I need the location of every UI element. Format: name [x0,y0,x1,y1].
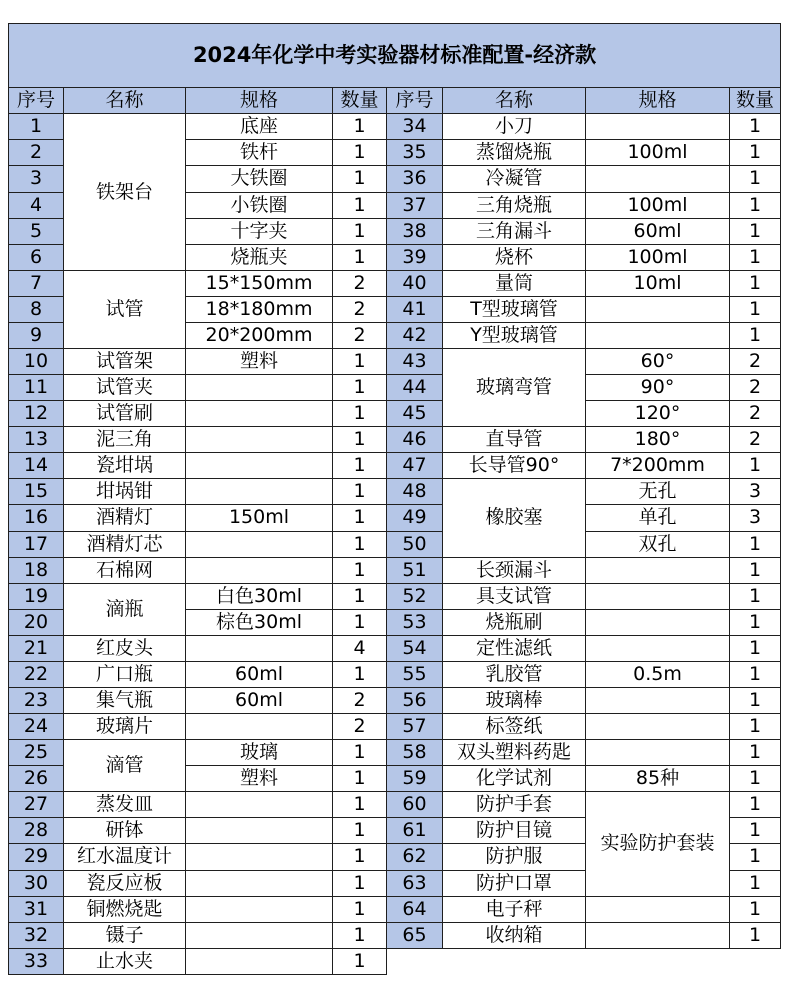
item-name: 试管夹 [64,375,186,401]
item-name: 试管刷 [64,401,186,427]
item-quantity: 1 [730,140,781,166]
item-spec [186,870,333,896]
item-quantity: 1 [333,218,387,244]
item-name: 三角漏斗 [443,218,586,244]
item-quantity: 1 [730,166,781,192]
item-name: 橡胶塞 [443,479,586,557]
item-quantity: 1 [730,635,781,661]
row-number: 4 [9,192,64,218]
item-spec: 100ml [586,244,730,270]
header-number: 序号 [9,88,64,114]
item-name: 蒸发皿 [64,792,186,818]
item-quantity: 1 [730,844,781,870]
item-quantity: 1 [333,661,387,687]
item-name: 长导管90° [443,453,586,479]
row-number: 29 [9,844,64,870]
header-number: 序号 [387,88,443,114]
row-number: 47 [387,453,443,479]
item-spec: 小铁圈 [186,192,333,218]
item-quantity: 1 [333,870,387,896]
item-spec: 10ml [586,270,730,296]
item-quantity: 2 [730,401,781,427]
item-spec: 15*150mm [186,270,333,296]
row-number: 5 [9,218,64,244]
item-quantity: 1 [333,609,387,635]
item-quantity: 1 [730,192,781,218]
item-spec: 60ml [586,218,730,244]
item-spec: 底座 [186,114,333,140]
table-row [9,948,781,974]
row-number: 57 [387,714,443,740]
row-number: 55 [387,661,443,687]
item-quantity: 1 [730,740,781,766]
row-number: 42 [387,322,443,348]
item-name: 瓷反应板 [64,870,186,896]
row-number: 62 [387,844,443,870]
item-name: 玻璃棒 [443,687,586,713]
row-number: 2 [9,140,64,166]
item-name: 防护服 [443,844,586,870]
item-spec: 双孔 [586,531,730,557]
item-quantity: 2 [730,375,781,401]
item-name: 冷凝管 [443,166,586,192]
item-spec [586,296,730,322]
row-number: 27 [9,792,64,818]
item-quantity: 1 [333,583,387,609]
item-quantity: 1 [333,531,387,557]
item-spec [186,557,333,583]
item-spec [586,166,730,192]
page-title: 2024年化学中考实验器材标准配置-经济款 [9,24,781,88]
item-name: 止水夹 [64,948,186,974]
item-name: 定性滤纸 [443,635,586,661]
item-name: 烧瓶刷 [443,609,586,635]
row-number: 24 [9,714,64,740]
item-name: 防护手套 [443,792,586,818]
row-number: 15 [9,479,64,505]
item-spec: 白色30ml [186,583,333,609]
item-name: 瓷坩埚 [64,453,186,479]
row-number: 63 [387,870,443,896]
item-quantity: 1 [333,166,387,192]
row-number: 56 [387,687,443,713]
item-quantity: 3 [730,505,781,531]
row-number: 39 [387,244,443,270]
item-spec [186,714,333,740]
row-number: 3 [9,166,64,192]
item-spec [186,922,333,948]
item-quantity: 1 [333,792,387,818]
item-name: 三角烧瓶 [443,192,586,218]
item-quantity: 2 [730,427,781,453]
item-quantity: 1 [333,922,387,948]
row-number: 28 [9,818,64,844]
item-quantity: 1 [730,896,781,922]
item-spec: 7*200mm [586,453,730,479]
item-quantity: 1 [333,401,387,427]
row-number: 11 [9,375,64,401]
item-name: 烧杯 [443,244,586,270]
item-name: 化学试剂 [443,766,586,792]
table-row [9,557,781,583]
row-number: 16 [9,505,64,531]
item-name: T型玻璃管 [443,296,586,322]
item-spec: 100ml [586,140,730,166]
header-quantity: 数量 [333,88,387,114]
item-quantity: 1 [333,740,387,766]
item-spec [586,740,730,766]
row-number: 8 [9,296,64,322]
row-number: 1 [9,114,64,140]
row-number: 37 [387,192,443,218]
item-name: 直导管 [443,427,586,453]
item-quantity: 1 [333,766,387,792]
item-name: 铁架台 [64,114,186,270]
item-spec [186,401,333,427]
row-number: 6 [9,244,64,270]
item-spec: 单孔 [586,505,730,531]
item-spec [586,322,730,348]
item-quantity: 1 [730,661,781,687]
item-name: Y型玻璃管 [443,322,586,348]
item-name: 量筒 [443,270,586,296]
item-quantity: 1 [333,479,387,505]
item-quantity: 1 [333,114,387,140]
row-number: 49 [387,505,443,531]
item-spec [586,609,730,635]
header-quantity: 数量 [730,88,781,114]
item-spec [586,557,730,583]
item-quantity: 1 [333,348,387,374]
item-quantity: 1 [730,687,781,713]
table-row [9,427,781,453]
item-name: 酒精灯 [64,505,186,531]
table-row [9,922,781,948]
item-spec: 大铁圈 [186,166,333,192]
item-name: 长颈漏斗 [443,557,586,583]
table-row [9,687,781,713]
item-spec: 铁杆 [186,140,333,166]
item-name: 试管 [64,270,186,348]
table-row [9,401,781,427]
item-quantity: 1 [730,270,781,296]
item-quantity: 1 [333,244,387,270]
item-spec: 85种 [586,766,730,792]
item-name: 铜燃烧匙 [64,896,186,922]
header-name: 名称 [443,88,586,114]
item-spec [586,635,730,661]
table-row [9,479,781,505]
item-spec [186,427,333,453]
item-quantity: 1 [730,296,781,322]
item-name: 坩埚钳 [64,479,186,505]
row-number: 43 [387,348,443,374]
item-spec [186,479,333,505]
row-number: 60 [387,792,443,818]
item-quantity: 2 [333,322,387,348]
item-name: 酒精灯芯 [64,531,186,557]
row-number: 38 [387,218,443,244]
row-number: 54 [387,635,443,661]
item-spec [186,375,333,401]
row-number: 61 [387,818,443,844]
row-number: 44 [387,375,443,401]
item-quantity: 1 [333,948,387,974]
item-spec [586,922,730,948]
item-spec: 150ml [186,505,333,531]
item-quantity: 2 [333,687,387,713]
header-spec: 规格 [186,88,333,114]
table-row [9,896,781,922]
row-number: 35 [387,140,443,166]
table-row [9,505,781,531]
row-number: 50 [387,531,443,557]
title-row [9,24,781,88]
item-name: 广口瓶 [64,661,186,687]
item-quantity: 1 [730,922,781,948]
item-spec: 60° [586,348,730,374]
table-row [9,740,781,766]
item-name: 集气瓶 [64,687,186,713]
table-row [9,453,781,479]
table-row [9,348,781,374]
row-number: 22 [9,661,64,687]
item-name: 泥三角 [64,427,186,453]
item-spec [186,792,333,818]
item-name: 镊子 [64,922,186,948]
row-number: 19 [9,583,64,609]
item-name: 红水温度计 [64,844,186,870]
item-quantity: 1 [730,218,781,244]
item-quantity: 2 [333,714,387,740]
item-quantity: 2 [333,270,387,296]
header-row [9,88,781,114]
item-spec [586,714,730,740]
row-number: 25 [9,740,64,766]
item-spec: 烧瓶夹 [186,244,333,270]
item-name: 电子秤 [443,896,586,922]
equipment-table [8,23,781,975]
row-number: 23 [9,687,64,713]
table-row [9,635,781,661]
item-name: 滴瓶 [64,583,186,635]
table-row [9,270,781,296]
row-number: 46 [387,427,443,453]
row-number: 48 [387,479,443,505]
item-spec: 0.5m [586,661,730,687]
item-quantity: 1 [333,505,387,531]
row-number: 13 [9,427,64,453]
item-name: 石棉网 [64,557,186,583]
item-quantity: 2 [333,296,387,322]
item-spec: 60ml [186,687,333,713]
item-quantity: 1 [333,844,387,870]
row-number: 26 [9,766,64,792]
row-number: 18 [9,557,64,583]
row-number: 20 [9,609,64,635]
item-spec [586,114,730,140]
row-number: 51 [387,557,443,583]
item-quantity: 4 [333,635,387,661]
item-spec [586,687,730,713]
item-spec: 无孔 [586,479,730,505]
item-spec: 十字夹 [186,218,333,244]
item-spec: 塑料 [186,348,333,374]
item-name: 乳胶管 [443,661,586,687]
item-quantity: 3 [730,479,781,505]
item-spec: 实验防护套装 [586,792,730,896]
item-name: 玻璃片 [64,714,186,740]
item-spec [186,818,333,844]
item-name: 蒸馏烧瓶 [443,140,586,166]
row-number: 30 [9,870,64,896]
table-row [9,531,781,557]
item-quantity: 1 [730,714,781,740]
item-name: 红皮头 [64,635,186,661]
item-quantity: 2 [730,348,781,374]
row-number: 32 [9,922,64,948]
item-spec: 60ml [186,661,333,687]
item-spec [186,531,333,557]
row-number: 9 [9,322,64,348]
row-number: 34 [387,114,443,140]
item-spec: 180° [586,427,730,453]
empty-cell [387,948,781,974]
row-number: 33 [9,948,64,974]
item-quantity: 1 [730,870,781,896]
row-number: 7 [9,270,64,296]
item-quantity: 1 [730,531,781,557]
item-spec: 90° [586,375,730,401]
item-spec [186,844,333,870]
item-spec: 棕色30ml [186,609,333,635]
row-number: 14 [9,453,64,479]
item-spec: 玻璃 [186,740,333,766]
item-name: 双头塑料药匙 [443,740,586,766]
item-spec [586,583,730,609]
item-quantity: 1 [333,192,387,218]
row-number: 21 [9,635,64,661]
item-quantity: 1 [730,792,781,818]
item-spec: 100ml [586,192,730,218]
item-quantity: 1 [333,896,387,922]
item-quantity: 1 [730,453,781,479]
item-quantity: 1 [730,818,781,844]
table-row [9,114,781,140]
item-quantity: 1 [730,766,781,792]
row-number: 41 [387,296,443,322]
item-name: 研钵 [64,818,186,844]
item-quantity: 1 [730,609,781,635]
row-number: 40 [387,270,443,296]
item-quantity: 1 [333,453,387,479]
row-number: 45 [387,401,443,427]
item-quantity: 1 [333,140,387,166]
table-row [9,375,781,401]
item-spec: 18*180mm [186,296,333,322]
table-row [9,792,781,818]
row-number: 17 [9,531,64,557]
item-name: 防护口罩 [443,870,586,896]
item-quantity: 1 [730,322,781,348]
item-spec [186,453,333,479]
item-quantity: 1 [333,557,387,583]
item-name: 具支试管 [443,583,586,609]
row-number: 10 [9,348,64,374]
item-quantity: 1 [333,375,387,401]
item-spec [186,948,333,974]
item-spec: 120° [586,401,730,427]
row-number: 12 [9,401,64,427]
row-number: 58 [387,740,443,766]
item-name: 小刀 [443,114,586,140]
item-quantity: 1 [730,583,781,609]
item-spec: 塑料 [186,766,333,792]
row-number: 65 [387,922,443,948]
item-name: 收纳箱 [443,922,586,948]
header-spec: 规格 [586,88,730,114]
item-name: 滴管 [64,740,186,792]
item-spec [186,635,333,661]
row-number: 64 [387,896,443,922]
row-number: 31 [9,896,64,922]
header-name: 名称 [64,88,186,114]
row-number: 36 [387,166,443,192]
item-spec [186,896,333,922]
item-spec: 20*200mm [186,322,333,348]
table-row [9,714,781,740]
item-name: 防护目镜 [443,818,586,844]
table-row [9,661,781,687]
item-quantity: 1 [730,557,781,583]
item-quantity: 1 [333,818,387,844]
item-quantity: 1 [333,427,387,453]
item-spec [586,896,730,922]
item-name: 试管架 [64,348,186,374]
row-number: 52 [387,583,443,609]
table-row [9,583,781,609]
row-number: 53 [387,609,443,635]
item-quantity: 1 [730,114,781,140]
table-body [9,24,781,975]
item-name: 玻璃弯管 [443,348,586,426]
item-name: 标签纸 [443,714,586,740]
item-quantity: 1 [730,244,781,270]
row-number: 59 [387,766,443,792]
